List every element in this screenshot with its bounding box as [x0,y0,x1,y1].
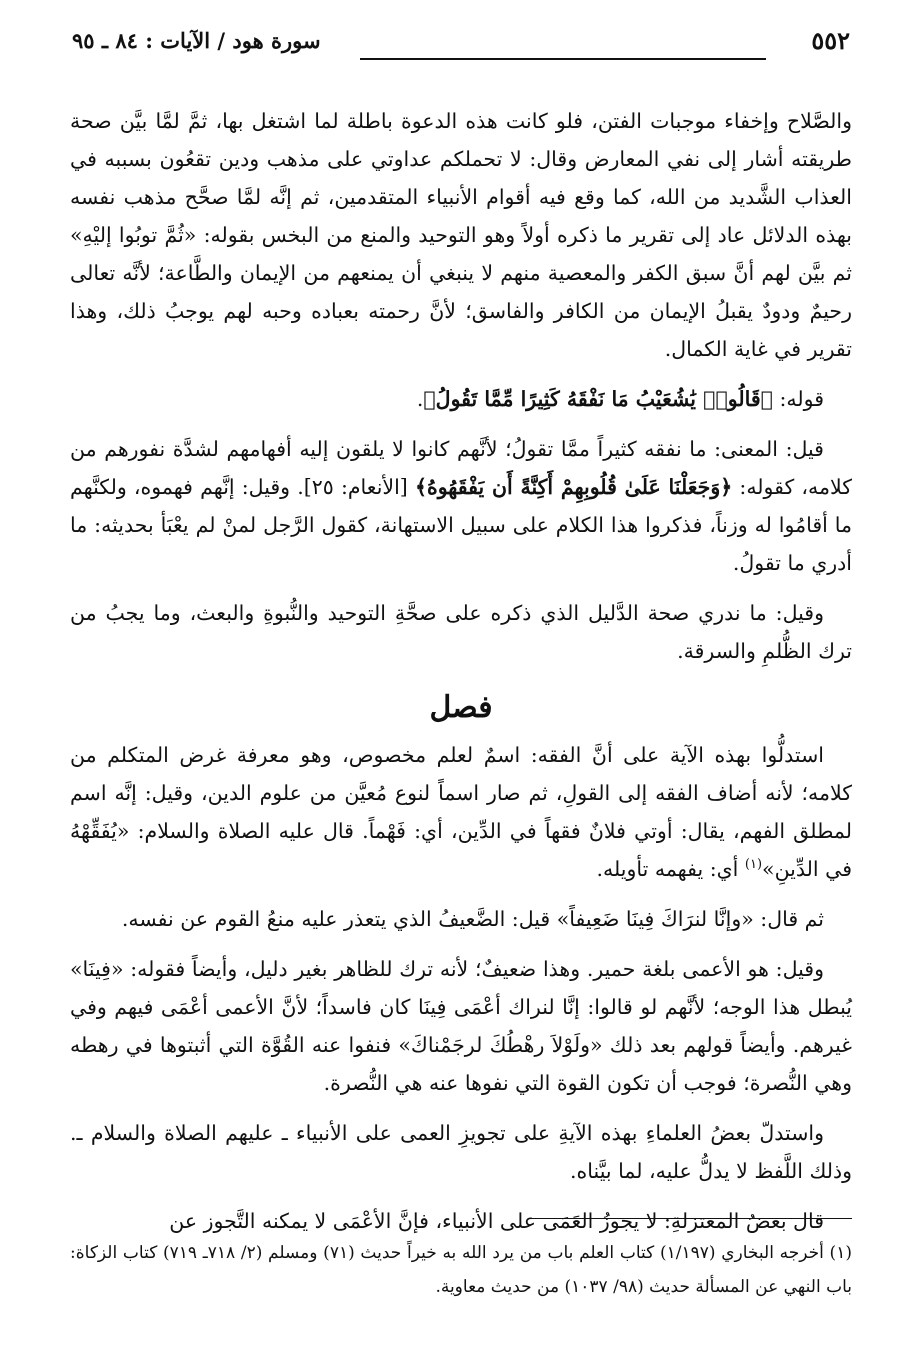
paragraph-4 [70,736,852,888]
verse-line [70,380,852,418]
page-number: ٥٥٢ [811,26,850,55]
verse-prefix: قوله: [772,387,824,411]
paragraph-8: قال بعضُ المعتزلةِ: لا يجوزُ العَمَى على الأنبياء، فإنَّ الأعْمَى لا يمكنه التَّجوز عن [169,1209,824,1233]
paragraph-2 [70,430,852,582]
quran-verse: ﴿قَالُوا۟ يَٰشُعَيْبُ مَا نَفْقَهُ كَثِيرًا مِّمَّا تَقُولُ﴾ [423,387,773,411]
paragraph-4-part-1: استدلُّوا بهذه الآية على أنَّ الفقه: اسمٌ لعلم مخصوص، وهو معرفة غرض المتكلم من كلامه؛ لأنه أضاف الفقه إلى القولِ، ثم صار اسماً لنوع مُعيَّن من علوم الدين، وقيل: إنَّه اسم لمطلق الفهم، يقال: أوتي فلانٌ فقهاً في الدِّين، أي: فَهْماً. قال عليه الصلاة والسلام: «يُفَقِّهْهُ في الدِّينِ» [70,743,852,881]
header-rule [360,58,766,60]
paragraph-1: والصَّلاح وإخفاء موجبات الفتن، فلو كانت هذه الدعوة باطلة لما اشتغل بها، ثمَّ لمَّا بيَّن صحة طريقته أشار إلى نفي المعارض وقال: لا تحملكم عداوتي على مذهب ودين تقعُون بسببه في العذاب الشَّديد من الله، كما وقع فيه أقوام الأنبياء المتقدمين، ثم إنَّه لمَّا صحَّح مذهب نفسه بهذه الدلائل عاد إلى تقرير ما ذكره أولاً وهو التوحيد والمنع من البخس بقوله: «ثُمَّ توبُوا إليْهِ» ثم بيَّن لهم أنَّ سبق الكفر والمعصية منهم لا ينبغي أن يمنعهم من الإيمان والطَّاعة؛ لأنَّه تعالى رحيمٌ ودودٌ يقبلُ الإيمان من الكافر والفاسق؛ لأنَّ رحمته بعباده وحبه لهم يوجبُ ذلك، وهذا تقرير في غاية الكمال. [70,109,852,361]
paragraph-6: وقيل: هو الأعمى بلغة حمير. وهذا ضعيفٌ؛ لأنه ترك للظاهر بغير دليل، وأيضاً فقوله: «فِينَا» يُبطل هذا الوجه؛ لأنَّهم لو قالوا: إنَّا لنراك أعْمَى فِينَا كان فاسداً؛ لأنَّ الأعمى أعْمَى فيهم وفي غيرهم. وأيضاً قولهم بعد ذلك «ولَوْلاَ رهْطُكَ لرجَمْناكَ» فنفوا عنه القُوَّة التي أثبتوها في رهطه وهي النُّصرة؛ فوجب أن تكون القوة التي نفوها عنه هي النُّصرة. [70,957,852,1095]
paragraph-3: وقيل: ما ندري صحة الدَّليل الذي ذكره على صحَّةِ التوحيد والنُّبوةِ والبعث، وما يجبُ من ترك الظُّلمِ والسرقة. [70,601,852,663]
body-text [70,102,852,1252]
page-header [70,22,852,72]
paragraph-5: ثم قال: «وإنَّا لنرَاكَ فِينَا ضَعِيفاً» قيل: الضَّعيفُ الذي يتعذر عليه منعُ القوم عن نفسه. [121,907,824,931]
paragraph-2-part-1: قيل: المعنى: ما نفقه كثيراً ممَّا تقولُ؛ لأنَّهم كانوا لا يلقون إليه أفهامهم لشدَّة نفورهم من كلامه، كقوله: [70,437,853,499]
verse-suffix: . [416,387,424,411]
section-heading: فصل [429,690,493,725]
paragraph-4-part-2: أي: يفهمه تأويله. [596,857,745,881]
footnote-rule [530,1218,852,1219]
document-page [70,22,852,1352]
footnote-1: (١) أخرجه البخاري (١/١٩٧) كتاب العلم باب من يرد الله به خيراً حديث (٧١) ومسلم (٢/ ٧١٨ـ ٧١٩) كتاب الزكاة: باب النهي عن المسألة حديث (٩٨/ ١٠٣٧) من حديث معاوية. [70,1243,852,1297]
paragraph-7: واستدلّ بعضُ العلماءِ بهذه الآيةِ على تجويزِ العمى على الأنبياء ـ عليهم الصلاة والسلام ـ. وذلك اللَّفظ لا يدلُّ عليه، لما بيَّناه. [70,1121,852,1183]
quran-citation: ﴿وَجَعَلْنَا عَلَىٰ قُلُوبِهِمْ أَكِنَّةً أَن يَفْقَهُوهُ﴾ [414,475,733,499]
footnote-reference[interactable]: (١) [744,857,763,873]
running-title: سورة هود / الآيات : ٨٤ ـ ٩٥ [72,28,321,53]
paragraph-2-part-2: [الأنعام: ٢٥]. وقيل: إنَّهم فهموه، ولكنَّهم ما أقامُوا له وزناً، فذكروا هذا الكلام على سبيل الاستهانة، كقول الرَّجل لمنْ لم يعْبَأ بحديثه: ما أدري ما تقولُ. [70,475,852,575]
footnotes [70,1236,852,1304]
